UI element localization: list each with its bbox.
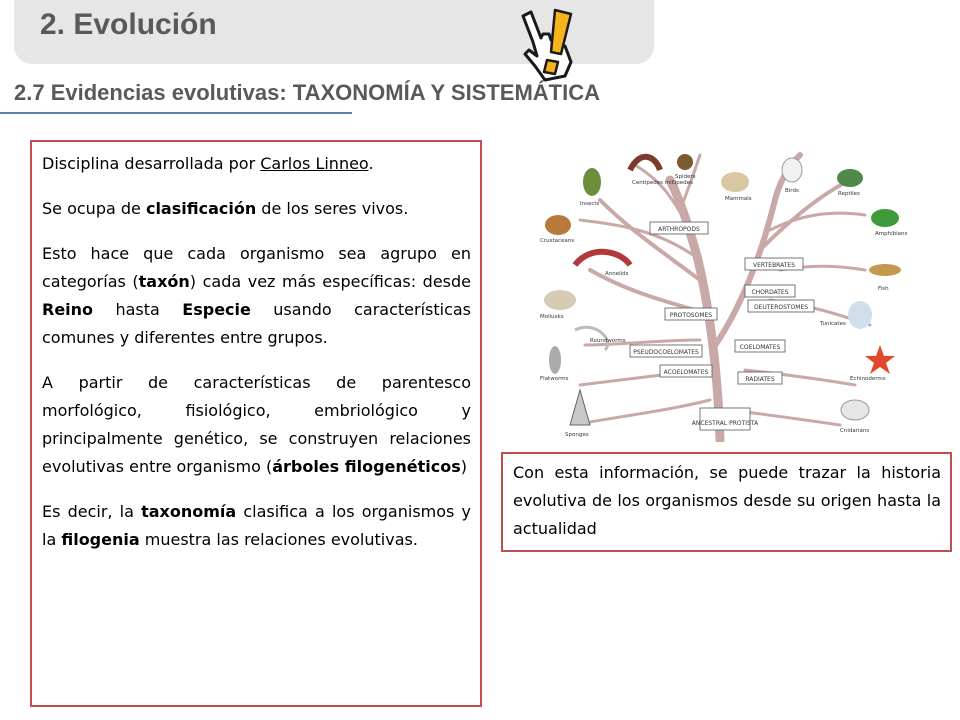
node-chordates: CHORDATES [751, 289, 789, 296]
reptile-illustration [837, 169, 863, 187]
p1-text-end: . [368, 154, 374, 173]
mammal-illustration [721, 172, 749, 192]
sponge-illustration [570, 390, 590, 425]
label-amphibians: Amphibians [875, 231, 908, 237]
label-flatworms: Flatworms [540, 376, 569, 382]
label-spiders: Spiders [675, 174, 696, 180]
subtitle-underline [0, 112, 352, 114]
label-roundworms: Roundworms [590, 338, 626, 344]
label-mammals: Mammals [725, 196, 752, 202]
p4-text-2: ) [460, 457, 468, 476]
cnidarian-illustration [841, 400, 869, 420]
right-paragraph: Con esta información, se puede trazar la historia evolutiva de los organismos desde su origen hasta la actualidad [513, 463, 941, 538]
node-coelomates: COELOMATES [739, 344, 781, 351]
spider-illustration [677, 154, 693, 170]
node-deuterostomes: DEUTEROSTOMES [753, 304, 809, 311]
fish-illustration [869, 264, 901, 276]
paragraph-5 [42, 498, 471, 554]
p2-text-end: de los seres vivos. [256, 199, 409, 218]
page-title: 2. Evolución [40, 8, 217, 41]
echinoderm-illustration [865, 345, 895, 374]
label-centipedes: Centipedes millipedes [632, 180, 693, 186]
p1-text: Disciplina desarrollada por [42, 154, 261, 173]
label-annelids: Annelids [605, 271, 629, 277]
crustacean-illustration [545, 215, 571, 235]
tunicate-illustration [848, 301, 872, 329]
p4-text-1: A partir de características de parentesco morfológico, fisiológico, embriológico y principalmente genético, se construyen relaciones evolutivas entre organismo ( [42, 373, 471, 476]
mollusk-illustration [544, 290, 576, 310]
flatworm-illustration [549, 346, 561, 374]
p5-bold-2: filogenia [61, 530, 140, 549]
p5-text-3: muestra las relaciones evolutivas. [139, 530, 418, 549]
insect-illustration [583, 168, 601, 196]
node-protosomes: PROTOSOMES [669, 312, 713, 319]
p3-bold-3: Especie [182, 300, 251, 319]
label-insects: Insects [580, 201, 600, 207]
node-pseudocoelomates: PSEUDOCOELOMATES [633, 349, 699, 356]
paragraph-2 [42, 195, 471, 223]
paragraph-4 [42, 369, 471, 481]
p4-bold-1: árboles filogenéticos [272, 457, 461, 476]
p2-bold: clasificación [145, 199, 257, 218]
label-birds: Birds [785, 188, 799, 194]
hand-pointer-icon [505, 4, 583, 84]
node-ancestral-protista: ANCESTRAL PROTISTA [691, 420, 759, 427]
label-sponges: Sponges [565, 432, 589, 438]
text-box-left [30, 140, 482, 707]
phylogenetic-tree-image [520, 140, 950, 442]
bird-illustration [782, 158, 802, 182]
paragraph-1 [42, 150, 471, 178]
p3-text-4: usando características comunes y diferentes entre grupos. [42, 300, 472, 347]
p3-text-3: hasta [93, 300, 183, 319]
node-arthropods: ARTHROPODS [658, 226, 700, 233]
label-tunicates: Tunicates [820, 321, 846, 327]
label-mollusks: Mollusks [540, 314, 564, 320]
node-vertebrates: VERTEBRATES [752, 262, 796, 269]
p3-bold-2: Reino [42, 300, 94, 319]
p3-text-1: Esto hace que cada organismo sea agrupo en categorías ( [42, 244, 471, 291]
node-acoelomates: ACOELOMATES [663, 369, 709, 376]
p5-text-2: clasifica a los organismos y la [42, 502, 471, 549]
label-reptiles: Reptiles [838, 191, 860, 197]
p5-bold-1: taxonomía [141, 502, 237, 521]
label-fish: Fish [878, 286, 889, 292]
text-box-right [501, 452, 952, 552]
paragraph-3 [42, 240, 471, 352]
label-echinoderms: Echinoderms [850, 376, 886, 382]
p2-text: Se ocupa de [42, 199, 146, 218]
p3-bold-1: taxón [138, 272, 190, 291]
carlos-linneo-link[interactable]: Carlos Linneo [260, 154, 369, 173]
centipede-illustration [630, 157, 660, 170]
node-radiates: RADIATES [745, 376, 775, 383]
p5-text-1: Es decir, la [42, 502, 142, 521]
annelid-illustration [575, 252, 630, 265]
amphibian-illustration [871, 209, 899, 227]
p3-text-2: ) cada vez más específicas: desde [189, 272, 472, 291]
label-crustaceans: Crustaceans [540, 238, 575, 244]
section-subtitle: 2.7 Evidencias evolutivas: TAXONOMÍA Y SISTEMÁTICA [14, 80, 601, 105]
label-cnidarians: Cnidarians [840, 428, 870, 434]
